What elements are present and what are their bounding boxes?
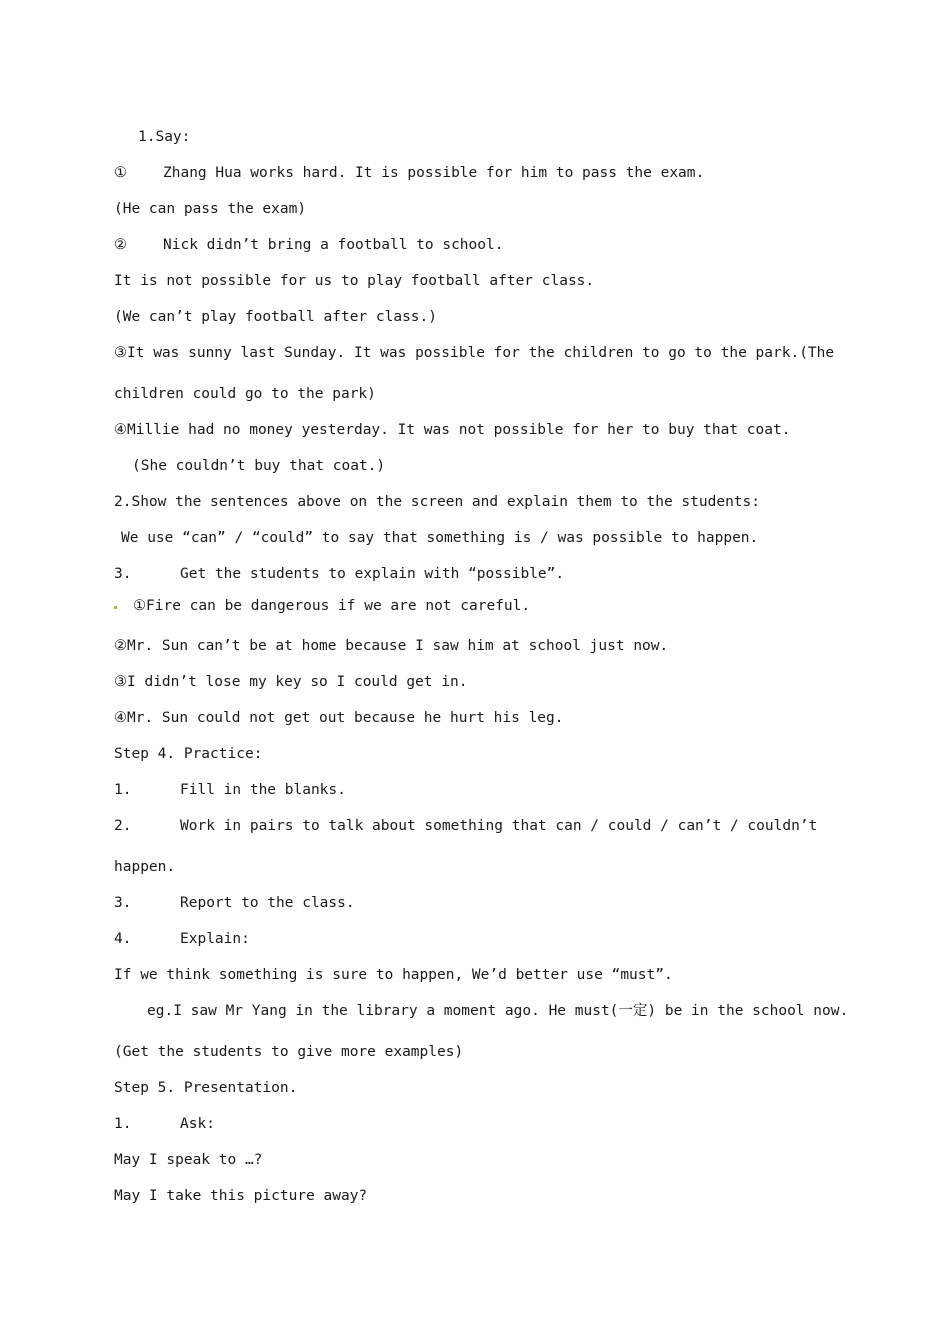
example-2 — [114, 236, 503, 254]
item-text: Nick didn’t bring a football to school. — [163, 237, 504, 253]
item-number: 1. — [114, 1116, 132, 1132]
example-3-cont: children could go to the park) — [114, 386, 376, 402]
must-explanation: If we think something is sure to happen, We’d better use “must”. — [114, 967, 673, 983]
practice-item-4 — [114, 930, 250, 948]
item-text: Report to the class. — [180, 895, 355, 911]
item-number: 3. — [114, 895, 132, 911]
item-text: Ask: — [180, 1116, 215, 1132]
possible-example-1: ①Fire can be dangerous if we are not careful. — [133, 598, 531, 614]
possible-example-3: ③I didn’t lose my key so I could get in. — [114, 674, 468, 690]
example-4: ④Millie had no money yesterday. It was not possible for her to buy that coat. — [114, 422, 791, 438]
practice-item-1 — [114, 781, 346, 799]
possible-example-4: ④Mr. Sun could not get out because he hurt his leg. — [114, 710, 564, 726]
item-number: 3. — [114, 566, 132, 582]
practice-item-2-cont: happen. — [114, 859, 176, 875]
step-5-heading: Step 5. Presentation. — [114, 1080, 298, 1096]
item-text: Zhang Hua works hard. It is possible for him to pass the exam. — [163, 165, 705, 181]
say-heading: 1.Say: — [138, 129, 191, 145]
example-1 — [114, 164, 704, 182]
presentation-item-1 — [114, 1115, 215, 1133]
ask-question-1: May I speak to …? — [114, 1152, 263, 1168]
step-4-heading: Step 4. Practice: — [114, 746, 263, 762]
item-number: 4. — [114, 931, 132, 947]
item-text: Explain: — [180, 931, 250, 947]
step-show-sentences: 2.Show the sentences above on the screen and explain them to the students: — [114, 494, 761, 510]
item-text: Fill in the blanks. — [180, 782, 346, 798]
ask-question-2: May I take this picture away? — [114, 1188, 368, 1204]
example-1-note: (He can pass the exam) — [114, 201, 307, 217]
example-4-note: (She couldn’t buy that coat.) — [132, 458, 386, 474]
item-text: Get the students to explain with “possible”. — [180, 566, 565, 582]
example-2-note: (We can’t play football after class.) — [114, 309, 438, 325]
item-marker: ② — [114, 237, 127, 253]
must-example: eg.I saw Mr Yang in the library a moment ago. He must(一定) be in the school now. — [147, 1003, 849, 1019]
stray-mark-dot — [114, 606, 117, 609]
more-examples-note: (Get the students to give more examples) — [114, 1044, 464, 1060]
example-2-line-2: It is not possible for us to play football after class. — [114, 273, 595, 289]
item-number: 2. — [114, 818, 132, 834]
possible-example-2: ②Mr. Sun can’t be at home because I saw him at school just now. — [114, 638, 669, 654]
item-text: Work in pairs to talk about something that can / could / can’t / couldn’t — [180, 818, 818, 834]
item-marker: ① — [114, 165, 127, 181]
practice-item-2 — [114, 817, 817, 835]
item-number: 1. — [114, 782, 132, 798]
example-3: ③It was sunny last Sunday. It was possible for the children to go to the park.(The — [114, 345, 835, 361]
explanation-can-could: We use “can” / “could” to say that something is / was possible to happen. — [121, 530, 759, 546]
practice-item-3 — [114, 894, 355, 912]
step-explain-possible — [114, 565, 564, 583]
